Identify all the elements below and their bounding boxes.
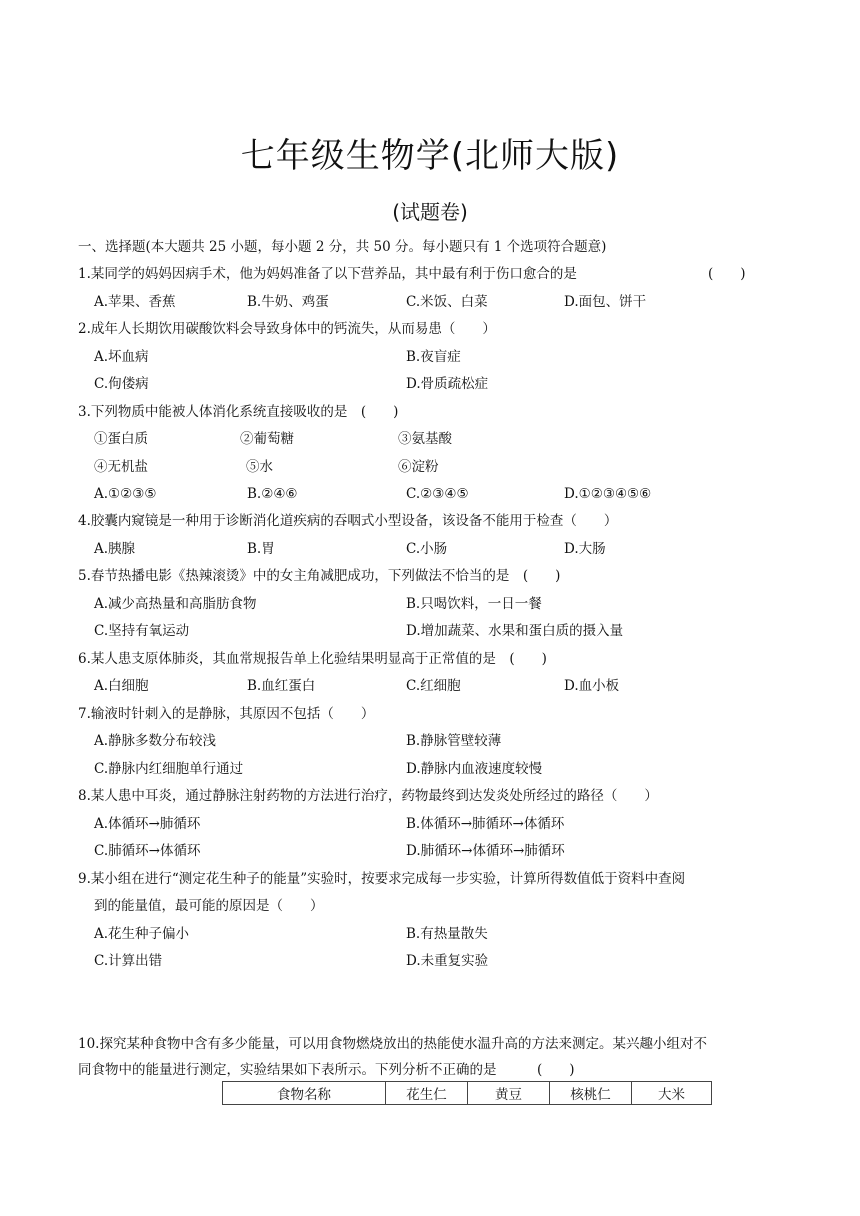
question-3-option-c: C.②③④⑤ (406, 486, 469, 502)
question-9-stem: 9.某小组在进行“测定花生种子的能量”实验时，按要求完成每一步实验，计算所得数值低于资料中查阅 (78, 871, 686, 887)
question-2-option-c: C.佝偻病 (94, 376, 149, 392)
question-9-option-a: A.花生种子偏小 (94, 926, 190, 942)
question-6-option-c: C.红细胞 (406, 678, 461, 694)
question-7-option-a: A.静脉多数分布较浅 (94, 733, 217, 749)
question-3-item: ②葡萄糖 (240, 431, 294, 447)
question-6-option-a: A.白细胞 (94, 678, 149, 694)
question-2-stem: 2.成年人长期饮用碳酸饮料会导致身体中的钙流失，从而易患（ ） (78, 321, 496, 337)
table-header-cell: 黄豆 (468, 1082, 550, 1105)
question-5-option-d: D.增加蔬菜、水果和蛋白质的摄入量 (406, 623, 624, 639)
question-2-option-b: B.夜盲症 (406, 349, 461, 365)
question-3-option-d: D.①②③④⑤⑥ (564, 486, 652, 502)
question-1-option-d: D.面包、饼干 (564, 294, 647, 310)
question-4-option-c: C.小肠 (406, 541, 448, 557)
question-2-option-d: D.骨质疏松症 (406, 376, 489, 392)
question-7-stem: 7.输液时针刺入的是静脉，其原因不包括（ ） (78, 706, 375, 722)
question-10-stem-continued: 同食物中的能量进行测定，实验结果如下表所示。下列分析不正确的是 ( ) (78, 1062, 575, 1078)
question-9-option-d: D.未重复实验 (406, 953, 489, 969)
question-5-stem: 5.春节热播电影《热辣滚烫》中的女主角减肥成功，下列做法不恰当的是 ( ) (78, 568, 561, 584)
question-3-option-a: A.①②③⑤ (94, 486, 157, 502)
question-7-option-b: B.静脉管壁较薄 (406, 733, 502, 749)
question-3-item: ③氨基酸 (398, 431, 452, 447)
question-1-option-b: B.牛奶、鸡蛋 (247, 294, 329, 310)
question-9-stem-continued: 到的能量值，最可能的原因是（ ） (94, 898, 324, 914)
question-9-option-b: B.有热量散失 (406, 926, 488, 942)
question-9-option-c: C.计算出错 (94, 953, 163, 969)
question-1-stem: 1.某同学的妈妈因病手术，他为妈妈准备了以下营养品，其中最有利于伤口愈合的是 (78, 266, 577, 282)
question-10-stem: 10.探究某种食物中含有多少能量，可以用食物燃烧放出的热能使水温升高的方法来测定。某兴趣小组对不 (78, 1036, 707, 1052)
table-header-row (223, 1082, 712, 1105)
question-5-option-b: B.只喝饮料，一日一餐 (406, 596, 542, 612)
page-subtitle: (试题卷) (392, 200, 468, 224)
question-5-option-c: C.坚持有氧运动 (94, 623, 190, 639)
question-1-bracket: ( ) (708, 266, 746, 282)
question-6-option-b: B.血红蛋白 (247, 678, 316, 694)
question-3-item: ⑥淀粉 (398, 459, 439, 475)
table-header-cell: 核桃仁 (550, 1082, 632, 1105)
food-energy-table (222, 1081, 712, 1105)
question-6-option-d: D.血小板 (564, 678, 620, 694)
table-header-cell: 大米 (632, 1082, 712, 1105)
question-8-option-b: B.体循环→肺循环→体循环 (406, 816, 565, 832)
question-3-item: ⑤水 (246, 459, 273, 475)
question-4-option-d: D.大肠 (564, 541, 606, 557)
page-title: 七年级生物学(北师大版) (240, 136, 620, 176)
question-6-stem: 6.某人患支原体肺炎，其血常规报告单上化验结果明显高于正常值的是 ( ) (78, 651, 547, 667)
question-3-option-b: B.②④⑥ (247, 486, 298, 502)
question-4-stem: 4.胶囊内窥镜是一种用于诊断消化道疾病的吞咽式小型设备，该设备不能用于检查（ ） (78, 513, 618, 529)
question-3-item: ④无机盐 (94, 459, 148, 475)
question-7-option-d: D.静脉内血液速度较慢 (406, 761, 543, 777)
question-5-option-a: A.减少高热量和高脂肪食物 (94, 596, 257, 612)
question-2-option-a: A.坏血病 (94, 349, 149, 365)
table-header-cell: 食物名称 (223, 1082, 386, 1105)
question-8-option-a: A.体循环→肺循环 (94, 816, 201, 832)
question-3-stem: 3.下列物质中能被人体消化系统直接吸收的是 ( ) (78, 404, 399, 420)
question-3-item: ①蛋白质 (94, 431, 148, 447)
question-1-option-a: A.苹果、香蕉 (94, 294, 176, 310)
section-header: 一、选择题(本大题共 25 小题，每小题 2 分，共 50 分。每小题只有 1 个选项符合题意) (78, 239, 607, 255)
question-8-stem: 8.某人患中耳炎，通过静脉注射药物的方法进行治疗，药物最终到达发炎处所经过的路径（ ） (78, 788, 658, 804)
question-8-option-c: C.肺循环→体循环 (94, 843, 201, 859)
table-header-cell: 花生仁 (386, 1082, 468, 1105)
question-7-option-c: C.静脉内红细胞单行通过 (94, 761, 244, 777)
question-8-option-d: D.肺循环→体循环→肺循环 (406, 843, 565, 859)
question-4-option-b: B.胃 (247, 541, 275, 557)
question-4-option-a: A.胰腺 (94, 541, 136, 557)
question-1-option-c: C.米饭、白菜 (406, 294, 488, 310)
